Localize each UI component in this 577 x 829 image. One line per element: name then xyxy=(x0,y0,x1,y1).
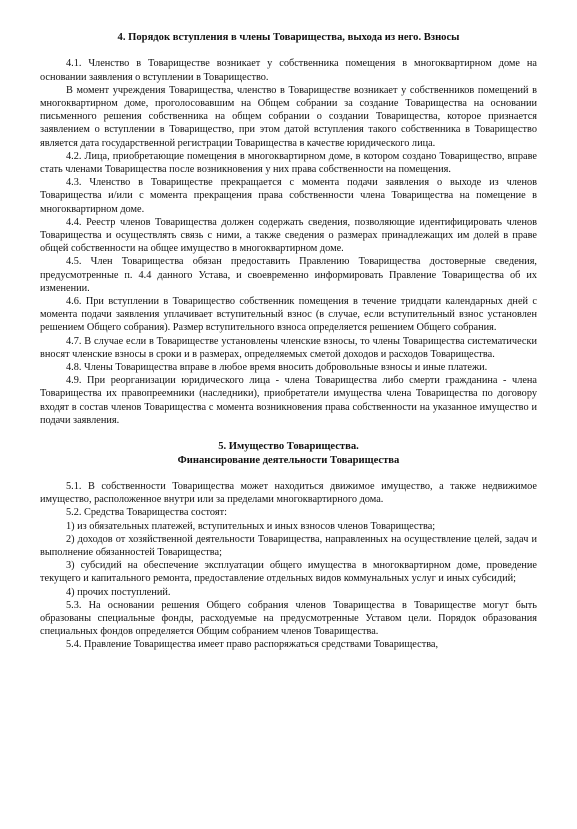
paragraph-5-1: 5.1. В собственности Товарищества может находиться движимое имущество, а также недвижимое имущество, расположенное внутри или за пределами многоквартирного дома. xyxy=(40,480,537,506)
paragraph-5-4: 5.4. Правление Товарищества имеет право распоряжаться средствами Товарищества, xyxy=(66,639,439,651)
section-4-title: 4. Порядок вступления в члены Товарищества, выхода из него. Взносы xyxy=(117,32,460,43)
paragraph-5-3: 5.3. На основании решения Общего собрания членов Товарищества в Товариществе могут быть образованы специальные фонды, расходуемые на предусмотренные Уставом цели. Порядок образования специальных фондов определяется Общим собранием членов Товарищества. xyxy=(40,599,537,638)
paragraph-4-9: 4.9. При реорганизации юридического лица - члена Товарищества либо смерти гражданина - члена Товарищества их правопреемники (наследники), приобретатели имущества члена Товарищества по договору входят в состав членов Товарищества с момента возникновения права собственности на указанное имущество и подачи заявления. xyxy=(40,375,537,426)
paragraph-4-7: 4.7. В случае если в Товариществе установлены членские взносы, то члены Товарищества систематически вносят членские взносы в сроки и в размерах, определяемых сметой доходов и расходов Товарищества. xyxy=(40,335,537,360)
paragraph-4-1: 4.1. Членство в Товариществе возникает у собственника помещения в многоквартирном доме на основании заявления о вступлении в Товарищество. xyxy=(40,58,537,83)
paragraph-4-1-founding: В момент учреждения Товарищества, членство в Товариществе возникает у собственников помещений в многоквартирном доме, проголосовавшим на Общем собрании за создание Товарищества на основании письменного решения собственника на общем собрании о создании Товарищества, которое признается заявлением о вступлении в Товарищество, при этом датой вступления такого собственника в Товарищество является дата государственной регистрации Товарищества в качестве юридического лица. xyxy=(40,84,537,149)
list-item-5-2-1: 1) из обязательных платежей, вступительных и иных взносов членов Товарищества; xyxy=(66,520,436,532)
list-item-5-2-4: 4) прочих поступлений. xyxy=(66,586,171,598)
list-item-5-2-3: 3) субсидий на обеспечение эксплуатации общего имущества в многоквартирном доме, проведение текущего и капитального ремонта, предоставление отдельных видов коммунальных услуг и иных субсидий; xyxy=(40,560,537,585)
paragraph-4-8: 4.8. Члены Товарищества вправе в любое время вносить добровольные взносы и иные платежи. xyxy=(66,362,488,374)
section-5-title-line-2: Финансирование деятельности Товарищества xyxy=(177,454,400,466)
paragraph-4-6: 4.6. При вступлении в Товарищество собственник помещения в течение тридцати календарных дней с момента подачи заявления уплачивает вступительный взнос (в случае, если вступительный взнос установлен решением Общего собрания). Размер вступительного взноса определяется решением Общего собрания. xyxy=(40,296,537,334)
paragraph-4-2: 4.2. Лица, приобретающие помещения в многоквартирном доме, в котором создано Товарищество, вправе стать членами Товарищества после возникновения у них права собственности на помещения. xyxy=(40,150,537,176)
paragraph-4-4: 4.4. Реестр членов Товарищества должен содержать сведения, позволяющие идентифицировать членов Товарищества и осуществлять связь с ними, а также сведения о размерах принадлежащих им долей в праве общей собственности на общее имущество в многоквартирном доме. xyxy=(40,216,537,255)
section-5-title-line-1: 5. Имущество Товарищества. xyxy=(218,441,359,453)
paragraph-4-3: 4.3. Членство в Товариществе прекращается с момента подачи заявления о выходе из членов Товарищества и/или с момента прекращения права собственности члена Товарищества на помещение в многоквартирном доме. xyxy=(40,177,537,215)
section-5-title xyxy=(40,440,537,467)
list-item-5-2-2: 2) доходов от хозяйственной деятельности Товарищества, направленных на осуществление целей, задач и выполнение обязанностей Товарищества; xyxy=(40,533,537,558)
paragraph-4-5: 4.5. Член Товарищества обязан предоставить Правлению Товарищества достоверные сведения, предусмотренные п. 4.4 данного Устава, и своевременно информировать Правление Товарищества об их изменении. xyxy=(40,256,537,294)
paragraph-5-2: 5.2. Средства Товарищества состоят: xyxy=(66,507,227,519)
